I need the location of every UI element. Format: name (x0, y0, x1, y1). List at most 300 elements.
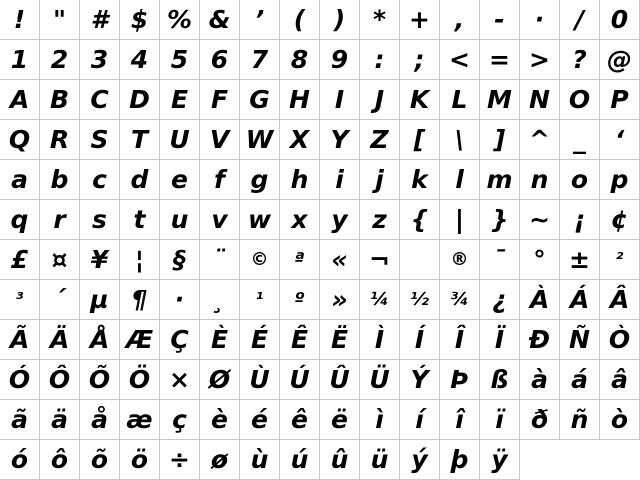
glyph-character: ) (333, 5, 346, 34)
glyph-cell[interactable] (160, 160, 200, 200)
glyph-cell[interactable] (320, 320, 360, 360)
glyph-cell[interactable] (400, 80, 440, 120)
glyph-cell[interactable] (80, 400, 120, 440)
glyph-cell[interactable] (320, 240, 360, 280)
glyph-character: ² (615, 248, 624, 270)
glyph-character: ¸ (213, 285, 226, 314)
glyph-cell[interactable] (200, 280, 240, 320)
glyph-cell[interactable] (200, 160, 240, 200)
glyph-cell[interactable] (440, 0, 480, 40)
glyph-cell[interactable] (480, 160, 520, 200)
glyph-cell[interactable] (200, 40, 240, 80)
glyph-cell[interactable] (400, 200, 440, 240)
glyph-character: l (455, 165, 464, 194)
glyph-character: ¬ (369, 245, 390, 274)
glyph-character: ] (493, 125, 506, 154)
glyph-cell[interactable] (120, 360, 160, 400)
glyph-character: 9 (330, 45, 349, 74)
glyph-cell[interactable] (120, 160, 160, 200)
glyph-cell[interactable] (480, 0, 520, 40)
glyph-cell[interactable] (160, 400, 200, 440)
glyph-cell[interactable] (160, 360, 200, 400)
glyph-cell[interactable] (240, 40, 280, 80)
glyph-character: | (454, 205, 465, 234)
glyph-character: Z (370, 125, 389, 154)
glyph-character: Ö (128, 365, 151, 394)
glyph-cell[interactable] (40, 40, 80, 80)
glyph-character: Ë (330, 325, 349, 354)
glyph-cell[interactable] (280, 280, 320, 320)
glyph-character: Ù (249, 365, 270, 394)
glyph-cell[interactable] (480, 120, 520, 160)
glyph-cell[interactable] (440, 280, 480, 320)
glyph-character: ! (13, 5, 26, 34)
glyph-cell[interactable] (200, 80, 240, 120)
glyph-character: ñ (570, 405, 589, 434)
glyph-cell[interactable] (520, 400, 560, 440)
glyph-cell[interactable] (40, 320, 80, 360)
glyph-cell[interactable] (400, 320, 440, 360)
glyph-cell[interactable] (560, 0, 600, 40)
glyph-cell[interactable] (160, 40, 200, 80)
glyph-character: 6 (210, 45, 229, 74)
glyph-cell[interactable] (120, 240, 160, 280)
glyph-character: 5 (170, 45, 189, 74)
glyph-cell[interactable] (320, 40, 360, 80)
glyph-cell[interactable] (160, 320, 200, 360)
glyph-cell[interactable] (240, 0, 280, 40)
glyph-character: b (50, 165, 69, 194)
glyph-cell[interactable] (440, 320, 480, 360)
glyph-cell[interactable] (0, 400, 40, 440)
glyph-cell[interactable] (160, 200, 200, 240)
glyph-cell[interactable] (480, 400, 520, 440)
glyph-cell[interactable] (520, 80, 560, 120)
glyph-character: ´ (53, 285, 66, 314)
glyph-character: Î (454, 325, 465, 354)
glyph-cell[interactable] (120, 80, 160, 120)
glyph-cell[interactable] (120, 280, 160, 320)
glyph-cell[interactable] (440, 440, 480, 480)
glyph-character: × (169, 365, 190, 394)
glyph-cell[interactable] (80, 160, 120, 200)
glyph-cell[interactable] (440, 200, 480, 240)
glyph-cell[interactable] (280, 440, 320, 480)
glyph-cell[interactable] (520, 200, 560, 240)
glyph-cell[interactable] (320, 120, 360, 160)
glyph-character: î (455, 405, 464, 434)
glyph-cell[interactable] (240, 240, 280, 280)
glyph-cell[interactable] (40, 360, 80, 400)
glyph-character: t (133, 205, 146, 234)
glyph-cell-empty[interactable] (520, 440, 560, 480)
glyph-cell[interactable] (560, 240, 600, 280)
glyph-cell[interactable] (240, 360, 280, 400)
glyph-character: n (530, 165, 549, 194)
glyph-character: Þ (450, 365, 469, 394)
glyph-cell[interactable] (560, 80, 600, 120)
glyph-cell[interactable] (560, 320, 600, 360)
glyph-cell[interactable] (320, 440, 360, 480)
glyph-cell[interactable] (400, 40, 440, 80)
glyph-cell[interactable] (0, 160, 40, 200)
glyph-character: d (130, 165, 149, 194)
glyph-cell[interactable] (520, 40, 560, 80)
glyph-character: \ (454, 125, 465, 154)
glyph-cell[interactable] (440, 360, 480, 400)
glyph-cell[interactable] (360, 440, 400, 480)
glyph-character: È (210, 325, 229, 354)
glyph-cell[interactable] (40, 80, 80, 120)
glyph-cell[interactable] (40, 160, 80, 200)
glyph-cell[interactable] (480, 440, 520, 480)
glyph-character: ð (530, 405, 549, 434)
glyph-cell[interactable] (520, 280, 560, 320)
glyph-cell[interactable] (440, 240, 480, 280)
glyph-cell[interactable] (40, 0, 80, 40)
glyph-cell[interactable] (240, 280, 280, 320)
glyph-character: ~ (529, 205, 550, 234)
glyph-cell[interactable] (360, 120, 400, 160)
glyph-cell[interactable] (480, 200, 520, 240)
glyph-cell[interactable] (240, 120, 280, 160)
glyph-character: } (490, 205, 509, 234)
glyph-character: * (372, 5, 387, 34)
glyph-cell[interactable] (160, 240, 200, 280)
glyph-character: Ñ (569, 325, 590, 354)
glyph-character: ó (10, 445, 29, 474)
glyph-cell[interactable] (240, 200, 280, 240)
glyph-cell[interactable] (360, 160, 400, 200)
glyph-character: u (170, 205, 189, 234)
glyph-character: ¶ (131, 285, 148, 314)
glyph-character: Ä (49, 325, 70, 354)
glyph-cell[interactable] (80, 80, 120, 120)
glyph-cell[interactable] (440, 160, 480, 200)
glyph-cell[interactable] (160, 120, 200, 160)
glyph-cell[interactable] (440, 40, 480, 80)
glyph-character: N (529, 85, 550, 114)
glyph-cell[interactable] (120, 320, 160, 360)
glyph-character: Ü (369, 365, 390, 394)
glyph-cell[interactable] (200, 440, 240, 480)
glyph-cell-empty[interactable] (400, 240, 440, 280)
glyph-character: ù (250, 445, 269, 474)
glyph-character: _ (573, 125, 586, 154)
glyph-cell[interactable] (160, 0, 200, 40)
glyph-cell[interactable] (520, 360, 560, 400)
glyph-cell[interactable] (360, 40, 400, 80)
glyph-cell[interactable] (600, 320, 640, 360)
glyph-cell[interactable] (40, 120, 80, 160)
glyph-cell-empty[interactable] (600, 440, 640, 480)
glyph-cell[interactable] (120, 400, 160, 440)
glyph-cell[interactable] (520, 0, 560, 40)
glyph-character: ã (11, 405, 28, 434)
glyph-cell[interactable] (600, 120, 640, 160)
glyph-cell[interactable] (240, 80, 280, 120)
glyph-cell[interactable] (320, 80, 360, 120)
glyph-cell[interactable] (520, 120, 560, 160)
glyph-cell[interactable] (560, 120, 600, 160)
glyph-cell[interactable] (280, 80, 320, 120)
glyph-cell[interactable] (480, 80, 520, 120)
glyph-character: c (92, 165, 107, 194)
glyph-character: 7 (250, 45, 269, 74)
glyph-cell[interactable] (360, 360, 400, 400)
glyph-character: Û (329, 365, 350, 394)
glyph-cell[interactable] (80, 0, 120, 40)
glyph-character: ½ (410, 288, 429, 310)
glyph-character: 3 (90, 45, 109, 74)
glyph-cell[interactable] (400, 360, 440, 400)
glyph-character: v (211, 205, 228, 234)
glyph-character: ö (130, 445, 149, 474)
glyph-character: í (415, 405, 424, 434)
glyph-cell[interactable] (280, 160, 320, 200)
glyph-cell[interactable] (80, 240, 120, 280)
glyph-cell[interactable] (400, 0, 440, 40)
glyph-character: : (374, 45, 385, 74)
glyph-cell[interactable] (320, 280, 360, 320)
glyph-cell[interactable] (200, 320, 240, 360)
glyph-cell[interactable] (280, 240, 320, 280)
glyph-cell[interactable] (600, 280, 640, 320)
glyph-character: y (331, 205, 348, 234)
glyph-cell[interactable] (600, 160, 640, 200)
glyph-cell[interactable] (200, 200, 240, 240)
glyph-character: p (610, 165, 629, 194)
glyph-character: É (250, 325, 269, 354)
glyph-character: O (568, 85, 591, 114)
glyph-cell[interactable] (120, 0, 160, 40)
glyph-character: µ (90, 285, 109, 314)
glyph-cell[interactable] (600, 240, 640, 280)
glyph-character: & (208, 5, 231, 34)
glyph-cell[interactable] (120, 40, 160, 80)
glyph-character: Ò (608, 325, 631, 354)
glyph-character: g (250, 165, 269, 194)
glyph-cell[interactable] (280, 360, 320, 400)
glyph-cell[interactable] (480, 360, 520, 400)
glyph-character: Õ (88, 365, 111, 394)
glyph-cell[interactable] (200, 240, 240, 280)
glyph-cell[interactable] (240, 320, 280, 360)
glyph-character: ç (172, 405, 187, 434)
glyph-character: % (166, 5, 193, 34)
glyph-cell[interactable] (560, 280, 600, 320)
glyph-character: / (574, 5, 585, 34)
glyph-character: k (411, 165, 428, 194)
glyph-cell[interactable] (80, 320, 120, 360)
glyph-character: ¥ (90, 245, 109, 274)
glyph-cell[interactable] (0, 120, 40, 160)
glyph-character: è (211, 405, 228, 434)
glyph-cell[interactable] (440, 80, 480, 120)
glyph-character: Y (330, 125, 349, 154)
glyph-character: û (330, 445, 349, 474)
glyph-cell[interactable] (400, 120, 440, 160)
glyph-cell[interactable] (560, 200, 600, 240)
glyph-character: L (451, 85, 468, 114)
glyph-cell[interactable] (600, 200, 640, 240)
glyph-cell[interactable] (320, 400, 360, 440)
glyph-character: Ý (410, 365, 429, 394)
glyph-character: V (209, 125, 230, 154)
glyph-character: ¿ (492, 285, 507, 314)
glyph-cell[interactable] (200, 400, 240, 440)
glyph-cell[interactable] (440, 120, 480, 160)
glyph-character: ³ (15, 288, 24, 310)
glyph-character: H (289, 85, 310, 114)
glyph-cell[interactable] (240, 160, 280, 200)
glyph-character: D (129, 85, 150, 114)
glyph-cell[interactable] (200, 360, 240, 400)
glyph-cell[interactable] (400, 440, 440, 480)
glyph-cell[interactable] (320, 360, 360, 400)
glyph-cell[interactable] (0, 0, 40, 40)
glyph-cell[interactable] (120, 440, 160, 480)
glyph-character: õ (90, 445, 109, 474)
glyph-character: · (174, 285, 185, 314)
glyph-cell[interactable] (320, 160, 360, 200)
glyph-character: @ (607, 45, 632, 74)
glyph-character: ü (370, 445, 389, 474)
glyph-character: Å (89, 325, 110, 354)
glyph-cell[interactable] (80, 440, 120, 480)
glyph-cell-empty[interactable] (560, 440, 600, 480)
glyph-character: ¹ (255, 288, 264, 310)
glyph-character: Q (8, 125, 31, 154)
glyph-cell[interactable] (80, 360, 120, 400)
glyph-cell[interactable] (0, 40, 40, 80)
glyph-character: , (454, 5, 465, 34)
glyph-cell[interactable] (160, 80, 200, 120)
glyph-cell[interactable] (120, 120, 160, 160)
glyph-cell[interactable] (480, 280, 520, 320)
glyph-cell[interactable] (120, 200, 160, 240)
glyph-cell[interactable] (520, 320, 560, 360)
glyph-cell[interactable] (280, 400, 320, 440)
glyph-cell[interactable] (600, 400, 640, 440)
glyph-cell[interactable] (560, 400, 600, 440)
glyph-character: å (91, 405, 108, 434)
glyph-character: ‘ (614, 125, 625, 154)
glyph-cell[interactable] (0, 440, 40, 480)
glyph-cell[interactable] (480, 320, 520, 360)
glyph-cell[interactable] (40, 440, 80, 480)
glyph-character: W (245, 125, 274, 154)
glyph-cell[interactable] (520, 240, 560, 280)
glyph-character: 0 (610, 5, 629, 34)
glyph-cell[interactable] (360, 80, 400, 120)
glyph-cell[interactable] (360, 320, 400, 360)
glyph-cell[interactable] (40, 280, 80, 320)
glyph-character: J (374, 85, 385, 114)
glyph-cell[interactable] (280, 320, 320, 360)
glyph-cell[interactable] (320, 0, 360, 40)
glyph-cell[interactable] (360, 200, 400, 240)
glyph-character: F (210, 85, 229, 114)
glyph-character: ? (572, 45, 587, 74)
glyph-character: À (529, 285, 550, 314)
glyph-cell[interactable] (200, 120, 240, 160)
glyph-cell[interactable] (240, 440, 280, 480)
glyph-cell[interactable] (280, 0, 320, 40)
glyph-character: Á (569, 285, 590, 314)
glyph-cell[interactable] (440, 400, 480, 440)
glyph-cell[interactable] (560, 160, 600, 200)
glyph-cell[interactable] (0, 280, 40, 320)
glyph-cell[interactable] (80, 120, 120, 160)
glyph-character: Ê (290, 325, 309, 354)
glyph-cell[interactable] (360, 280, 400, 320)
glyph-cell[interactable] (280, 40, 320, 80)
glyph-cell[interactable] (40, 240, 80, 280)
glyph-cell[interactable] (80, 200, 120, 240)
glyph-cell[interactable] (600, 40, 640, 80)
glyph-cell[interactable] (0, 240, 40, 280)
glyph-character: ¢ (610, 205, 629, 234)
glyph-cell[interactable] (0, 200, 40, 240)
glyph-character: j (375, 165, 384, 194)
glyph-cell[interactable] (480, 40, 520, 80)
glyph-character: ß (490, 365, 509, 394)
glyph-character: ô (50, 445, 69, 474)
glyph-cell[interactable] (240, 400, 280, 440)
glyph-character: ¦ (134, 245, 145, 274)
glyph-character: § (173, 245, 186, 274)
glyph-cell[interactable] (520, 160, 560, 200)
glyph-character: Ø (208, 365, 231, 394)
glyph-cell[interactable] (400, 280, 440, 320)
glyph-cell[interactable] (560, 40, 600, 80)
glyph-cell[interactable] (280, 120, 320, 160)
glyph-character: é (251, 405, 268, 434)
glyph-cell[interactable] (0, 80, 40, 120)
glyph-character: Ó (8, 365, 31, 394)
glyph-character: à (531, 365, 548, 394)
glyph-cell[interactable] (600, 0, 640, 40)
glyph-cell[interactable] (0, 320, 40, 360)
glyph-cell[interactable] (80, 40, 120, 80)
glyph-cell[interactable] (360, 400, 400, 440)
glyph-cell[interactable] (320, 200, 360, 240)
glyph-cell[interactable] (160, 280, 200, 320)
glyph-cell[interactable] (360, 240, 400, 280)
glyph-character: a (11, 165, 28, 194)
glyph-cell[interactable] (400, 160, 440, 200)
glyph-cell[interactable] (200, 0, 240, 40)
glyph-cell[interactable] (600, 360, 640, 400)
glyph-cell[interactable] (40, 200, 80, 240)
glyph-cell[interactable] (400, 400, 440, 440)
glyph-cell[interactable] (280, 200, 320, 240)
glyph-character: ë (331, 405, 348, 434)
glyph-cell[interactable] (40, 400, 80, 440)
glyph-character: # (90, 5, 109, 34)
glyph-cell[interactable] (360, 0, 400, 40)
glyph-cell[interactable] (0, 360, 40, 400)
glyph-cell[interactable] (480, 240, 520, 280)
glyph-cell[interactable] (560, 360, 600, 400)
glyph-character: e (171, 165, 188, 194)
glyph-cell[interactable] (80, 280, 120, 320)
glyph-character: ê (291, 405, 308, 434)
glyph-cell[interactable] (600, 80, 640, 120)
glyph-cell[interactable] (160, 440, 200, 480)
glyph-character: â (611, 365, 628, 394)
